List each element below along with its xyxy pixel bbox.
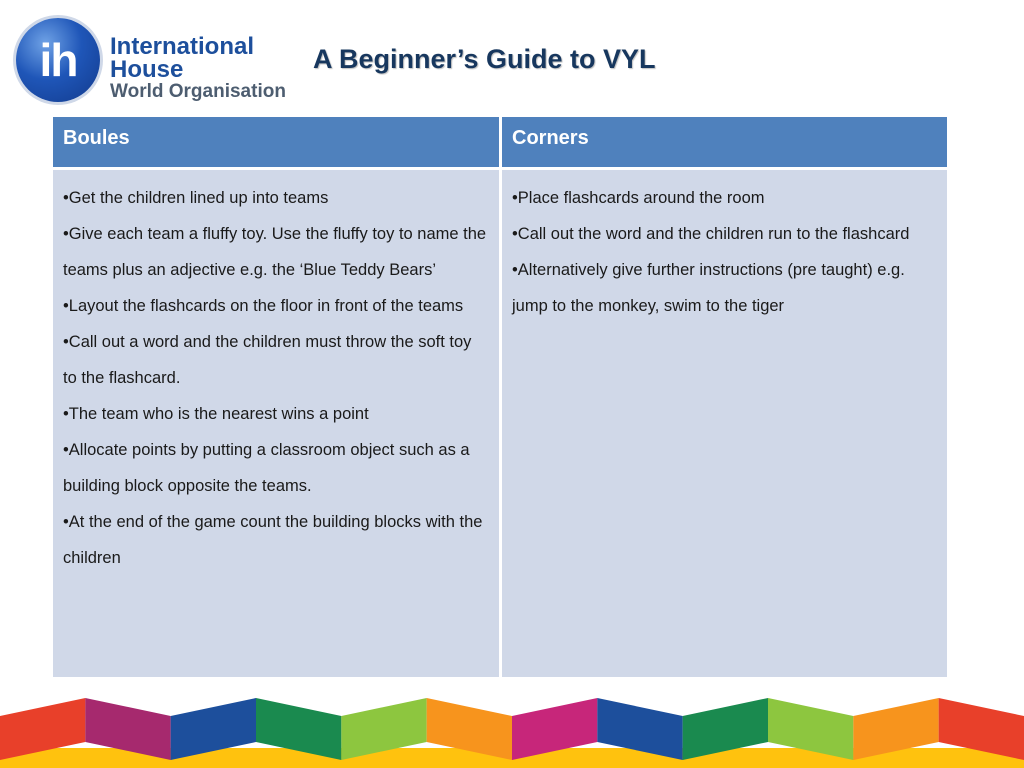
- logo-mark: ih: [39, 34, 77, 86]
- decorative-zigzag-stripe: [0, 688, 1024, 768]
- table-body-row: [53, 170, 947, 677]
- header-boules: Boules: [53, 117, 499, 167]
- slide-title: A Beginner’s Guide to VYL: [313, 44, 656, 74]
- table-header-row: [53, 117, 947, 167]
- corners-bullet: •Place flashcards around the room: [512, 189, 765, 207]
- boules-bullet: •Give each team a fluffy toy. Use the fluffy toy to name the teams plus an adjective e.g. the ‘Blue Teddy Bears’: [63, 225, 487, 279]
- logo-text-line3: World Organisation: [110, 81, 286, 102]
- boules-bullet: •Allocate points by putting a classroom object such as a building block opposite the teams.: [63, 441, 470, 495]
- header-corners: Corners: [502, 117, 947, 167]
- corners-bullet: •Call out the word and the children run to the flashcard: [512, 225, 910, 243]
- activities-table: [53, 117, 947, 677]
- boules-bullet: •Layout the flashcards on the floor in front of the teams: [63, 297, 464, 315]
- logo-text-line2: House: [110, 56, 184, 83]
- boules-bullet: •Get the children lined up into teams: [63, 189, 329, 207]
- zigzag-segments: [0, 698, 1024, 760]
- boules-bullet: •Call out a word and the children must throw the soft toy to the flashcard.: [63, 333, 472, 387]
- boules-bullet: •The team who is the nearest wins a point: [63, 405, 369, 423]
- corners-bullet: •Alternatively give further instructions (pre taught) e.g. jump to the monkey, swim to the tiger: [512, 261, 905, 315]
- boules-bullet: •At the end of the game count the building blocks with the children: [63, 513, 483, 567]
- boules-cell: [53, 170, 499, 677]
- corners-cell: [502, 170, 947, 677]
- logo: [16, 16, 296, 104]
- logo-text-line1: International: [110, 33, 255, 60]
